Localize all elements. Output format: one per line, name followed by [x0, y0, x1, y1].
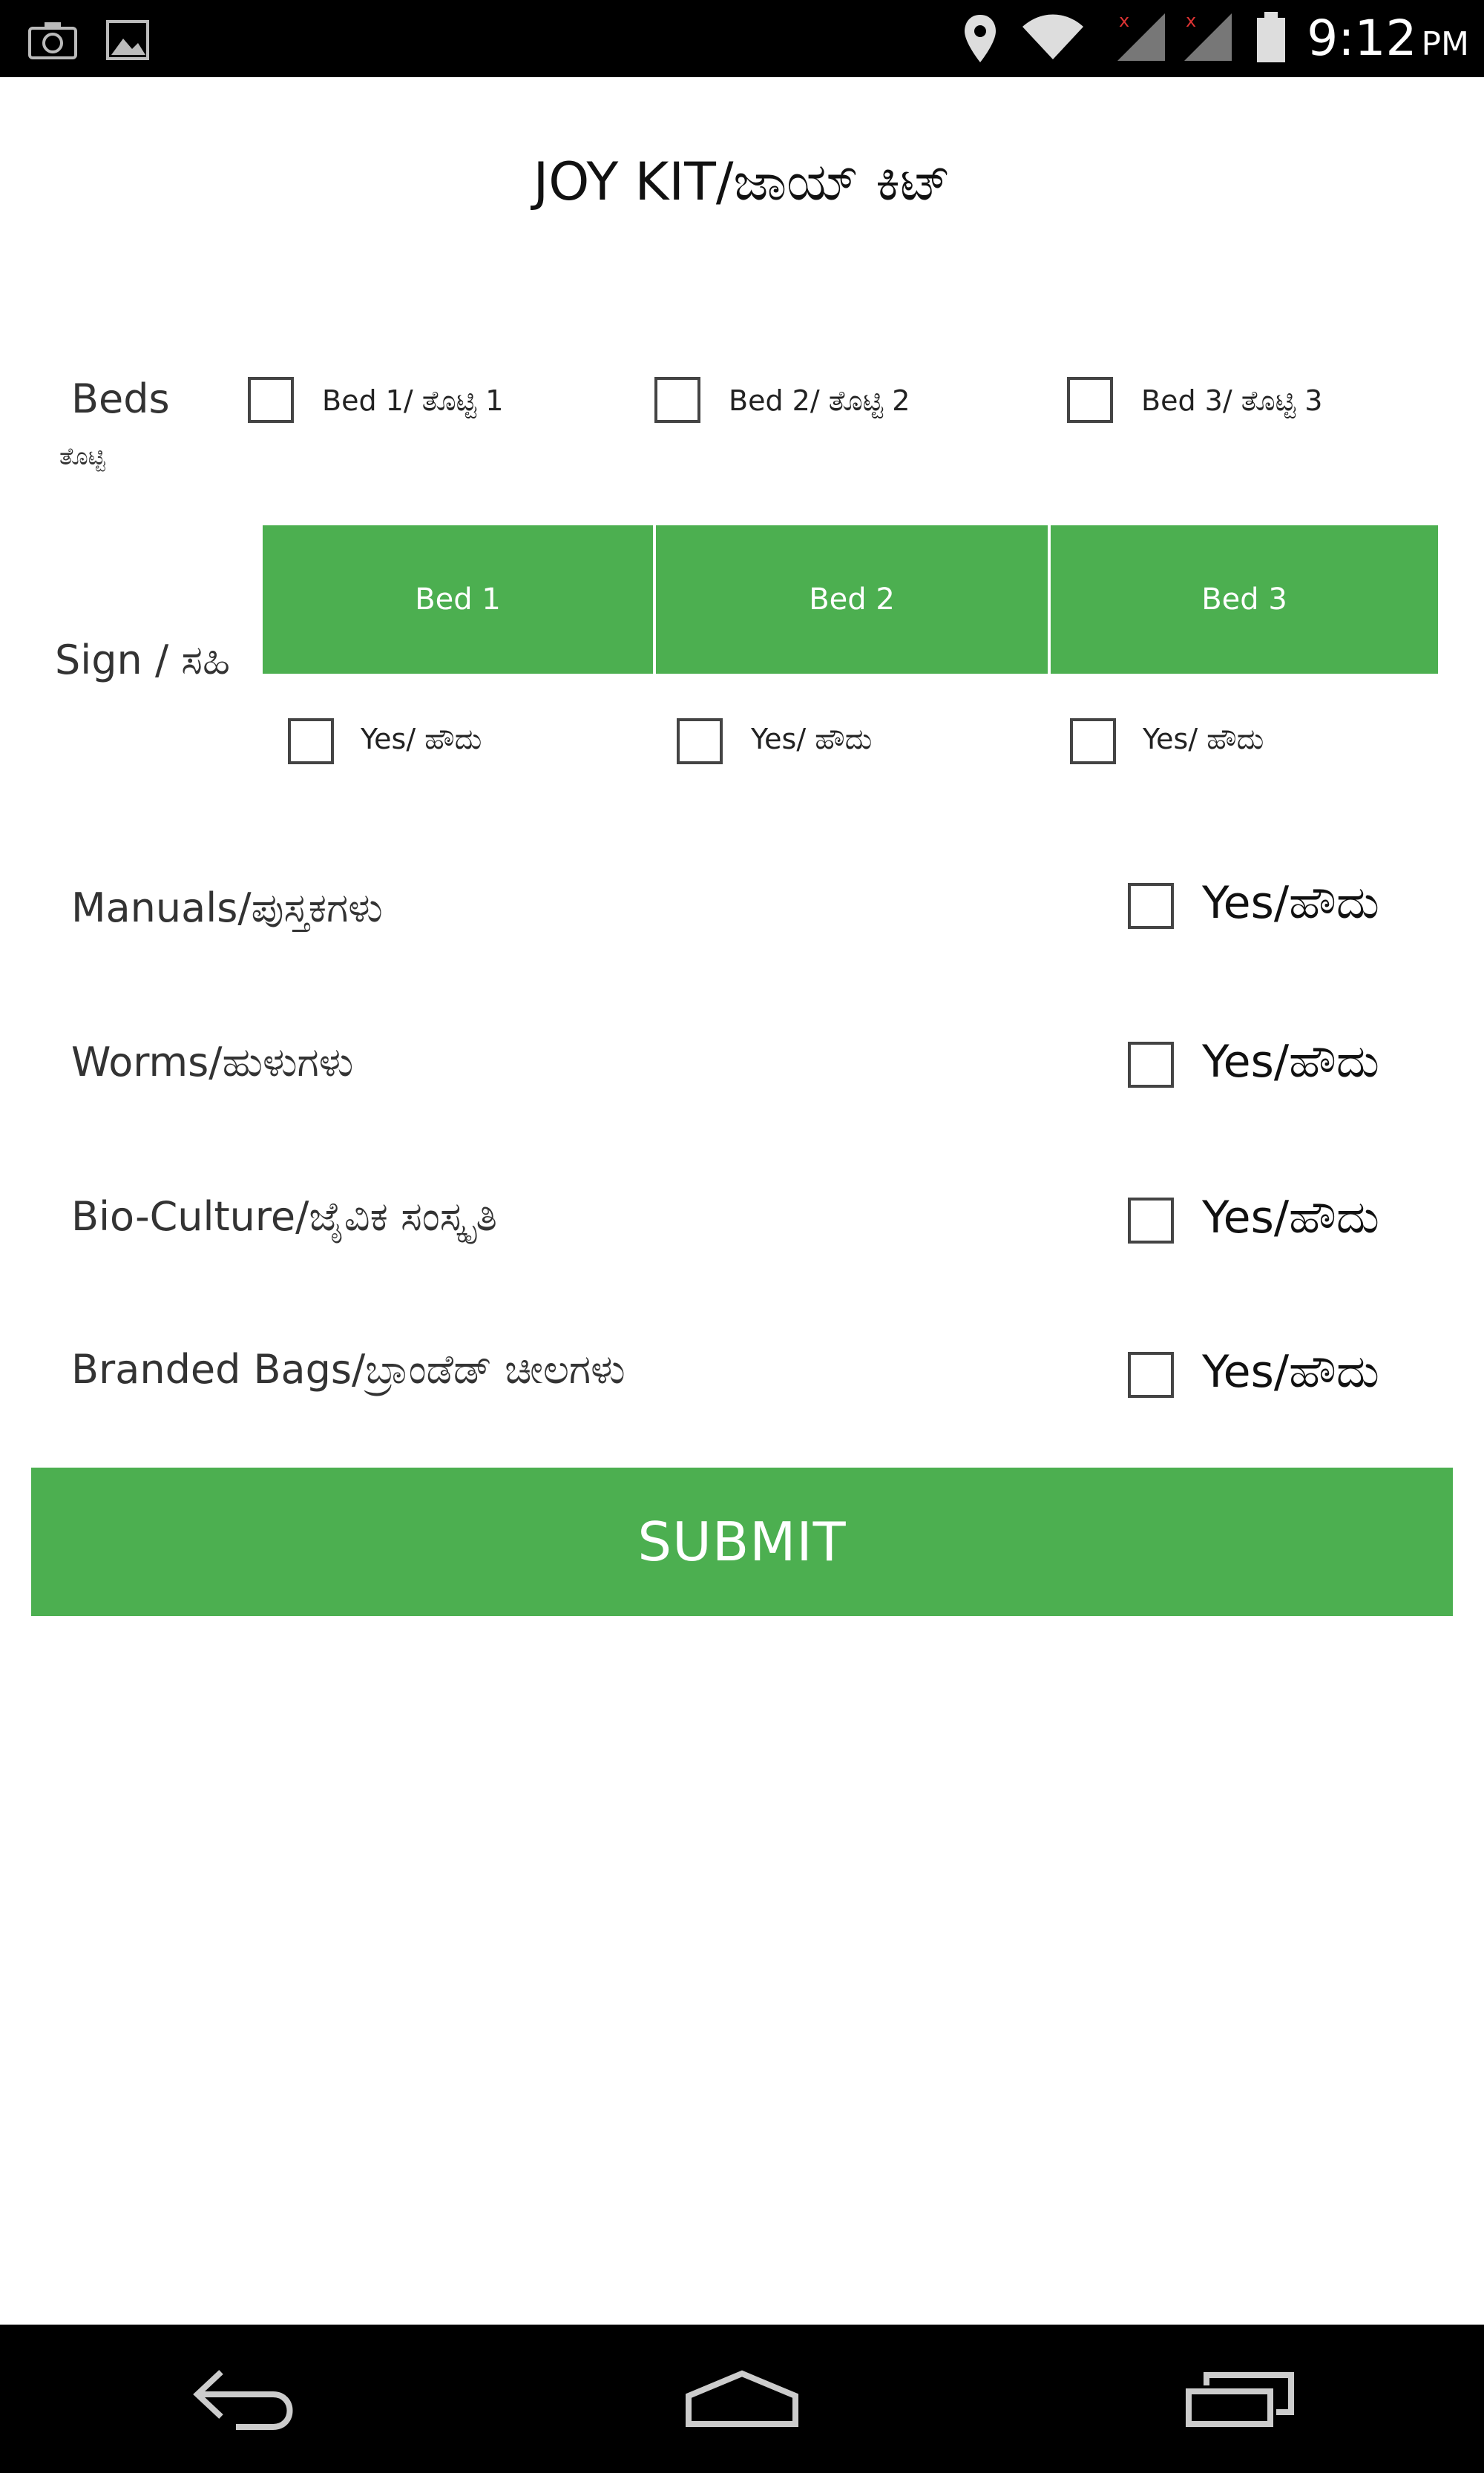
page-title: JOY KIT/ಜಾಯ್ ಕಿಟ್: [533, 151, 951, 212]
sign-bed-1-header: Bed 1: [263, 525, 653, 674]
sign-bed-1-yes-label: Yes/ ಹೌದು: [361, 723, 482, 755]
recent-apps-icon[interactable]: [1184, 2369, 1296, 2428]
bed-2-option-label: Bed 2/ ತೊಟ್ಟಿ 2: [729, 384, 910, 417]
bed-1-checkbox[interactable]: [248, 377, 294, 423]
wifi-icon: [1020, 10, 1086, 62]
bed-1-option-label: Bed 1/ ತೊಟ್ಟಿ 1: [322, 384, 504, 417]
camera-icon: [27, 19, 79, 61]
item-bio-culture-yes-label: Yes/ಹೌದು: [1202, 1192, 1379, 1244]
item-manuals-yes-label: Yes/ಹೌದು: [1202, 877, 1379, 929]
svg-text:x: x: [1186, 10, 1197, 31]
sign-bed-3-header: Bed 3: [1051, 525, 1438, 674]
sign-bed-1-checkbox[interactable]: [288, 718, 334, 764]
image-icon: [105, 19, 150, 61]
battery-icon: [1254, 10, 1288, 64]
beds-sublabel: ತೊಟ್ಟಿ: [59, 442, 105, 470]
item-branded-bags-yes-label: Yes/ಹೌದು: [1202, 1346, 1379, 1398]
sign-bed-3-yes-label: Yes/ ಹೌದು: [1143, 723, 1264, 755]
sign-bed-3-checkbox[interactable]: [1070, 718, 1116, 764]
sign-bed-2-checkbox[interactable]: [677, 718, 723, 764]
item-branded-bags-label: Branded Bags/ಬ್ರಾಂಡೆಡ್ ಚೀಲಗಳು: [71, 1346, 626, 1393]
beds-label: Beds: [71, 375, 170, 422]
location-icon: [962, 12, 999, 65]
status-time: 9:12 PM: [1307, 10, 1469, 67]
status-bar: [0, 0, 1484, 77]
signal-no-sim-icon: [1180, 10, 1236, 64]
item-bio-culture-label: Bio-Culture/ಜೈವಿಕ ಸಂಸ್ಕೃತಿ: [71, 1193, 497, 1240]
bed-2-checkbox[interactable]: [654, 377, 700, 423]
item-bio-culture-checkbox[interactable]: [1128, 1198, 1174, 1244]
item-manuals-checkbox[interactable]: [1128, 883, 1174, 929]
svg-text:x: x: [1119, 10, 1130, 31]
nav-bar: [0, 2325, 1484, 2473]
item-worms-label: Worms/ಹುಳುಗಳು: [71, 1039, 354, 1086]
signal-no-sim-icon: [1113, 10, 1169, 64]
item-worms-checkbox[interactable]: [1128, 1042, 1174, 1088]
item-manuals-label: Manuals/ಪುಸ್ತಕಗಳು: [71, 884, 383, 931]
submit-button[interactable]: SUBMIT: [31, 1468, 1453, 1616]
back-icon[interactable]: [191, 2365, 303, 2431]
sign-label: Sign / ಸಹಿ: [55, 637, 231, 683]
bed-3-checkbox[interactable]: [1067, 377, 1113, 423]
sign-bed-2-header: Bed 2: [656, 525, 1048, 674]
item-branded-bags-checkbox[interactable]: [1128, 1352, 1174, 1398]
home-icon[interactable]: [683, 2369, 801, 2428]
sign-bed-2-yes-label: Yes/ ಹೌದು: [751, 723, 873, 755]
item-worms-yes-label: Yes/ಹೌದು: [1202, 1036, 1379, 1088]
bed-3-option-label: Bed 3/ ತೊಟ್ಟಿ 3: [1141, 384, 1323, 417]
